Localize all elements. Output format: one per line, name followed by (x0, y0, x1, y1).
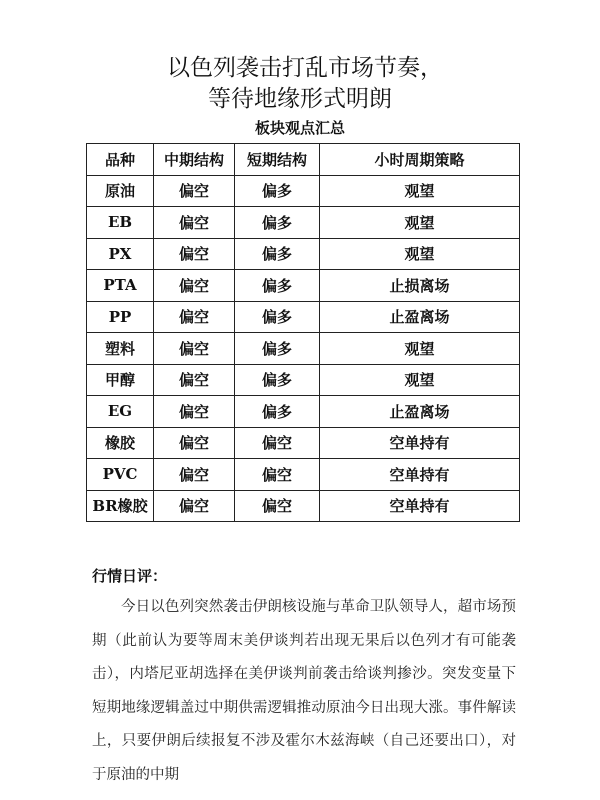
table-cell: 原油 (87, 175, 154, 207)
table-row (87, 427, 520, 459)
table-cell: PP (87, 301, 154, 333)
sector-view-table (86, 143, 520, 522)
table-cell: 偏多 (235, 301, 320, 333)
column-header: 小时周期策略 (320, 144, 520, 176)
column-header: 中期结构 (154, 144, 235, 176)
document-title-line-1: 以色列袭击打乱市场节奏， (167, 55, 443, 81)
table-cell: 观望 (320, 333, 520, 365)
table-row (87, 396, 520, 428)
commentary-heading: 行情日评： (92, 567, 168, 585)
column-header: 短期结构 (235, 144, 320, 176)
table-cell: 偏空 (235, 427, 320, 459)
table-cell: PTA (87, 270, 154, 302)
table-cell: 偏多 (235, 207, 320, 239)
table-cell: EG (87, 396, 154, 428)
table-cell: 观望 (320, 207, 520, 239)
table-row (87, 270, 520, 302)
table-cell: 观望 (320, 238, 520, 270)
table-cell: 偏空 (235, 490, 320, 522)
table-header-row (87, 144, 520, 176)
table-cell: PVC (87, 459, 154, 491)
table-cell: 偏空 (154, 364, 235, 396)
table-cell: EB (87, 207, 154, 239)
table-cell: 偏多 (235, 175, 320, 207)
table-cell: 甲醇 (87, 364, 154, 396)
table-cell: 观望 (320, 175, 520, 207)
table-cell: 空单持有 (320, 490, 520, 522)
table-cell: 橡胶 (87, 427, 154, 459)
table-row (87, 490, 520, 522)
table-cell: 偏空 (154, 396, 235, 428)
table-cell: 止盈离场 (320, 396, 520, 428)
table-row (87, 207, 520, 239)
table-cell: 空单持有 (320, 459, 520, 491)
table-cell: 观望 (320, 364, 520, 396)
document-title-line-2: 等待地缘形式明朗 (208, 86, 392, 112)
table-row (87, 364, 520, 396)
table-cell: 偏空 (154, 490, 235, 522)
table-row (87, 333, 520, 365)
table-cell: 偏多 (235, 238, 320, 270)
table-cell: PX (87, 238, 154, 270)
table-cell: 偏空 (154, 301, 235, 333)
table-cell: 止盈离场 (320, 301, 520, 333)
table-cell: 止损离场 (320, 270, 520, 302)
table-cell: 偏空 (154, 270, 235, 302)
commentary-paragraph: 今日以色列突然袭击伊朗核设施与革命卫队领导人，超市场预期（此前认为要等周末美伊谈判若出现无果后以色列才有可能袭击），内塔尼亚胡选择在美伊谈判前袭击给谈判掺沙。突发变量下短期地缘逻辑盖过中期供需逻辑推动原油今日出现大涨。事件解读上，只要伊朗后续报复不涉及霍尔木兹海峡（自己还要出口），对于原油的中期 (92, 599, 516, 783)
table-cell: 偏空 (154, 175, 235, 207)
table-cell: 偏空 (235, 459, 320, 491)
table-row (87, 238, 520, 270)
table-title: 板块观点汇总 (254, 119, 345, 137)
table-cell: 偏多 (235, 333, 320, 365)
table-cell: 偏多 (235, 270, 320, 302)
column-header: 品种 (87, 144, 154, 176)
table-cell: 塑料 (87, 333, 154, 365)
table-cell: 偏多 (235, 396, 320, 428)
table-cell: 空单持有 (320, 427, 520, 459)
table-row (87, 459, 520, 491)
table-cell: BR橡胶 (87, 490, 154, 522)
table-row (87, 301, 520, 333)
table-cell: 偏多 (235, 364, 320, 396)
table-row (87, 175, 520, 207)
table-cell: 偏空 (154, 238, 235, 270)
table-cell: 偏空 (154, 427, 235, 459)
table-cell: 偏空 (154, 207, 235, 239)
table-cell: 偏空 (154, 333, 235, 365)
table-cell: 偏空 (154, 459, 235, 491)
